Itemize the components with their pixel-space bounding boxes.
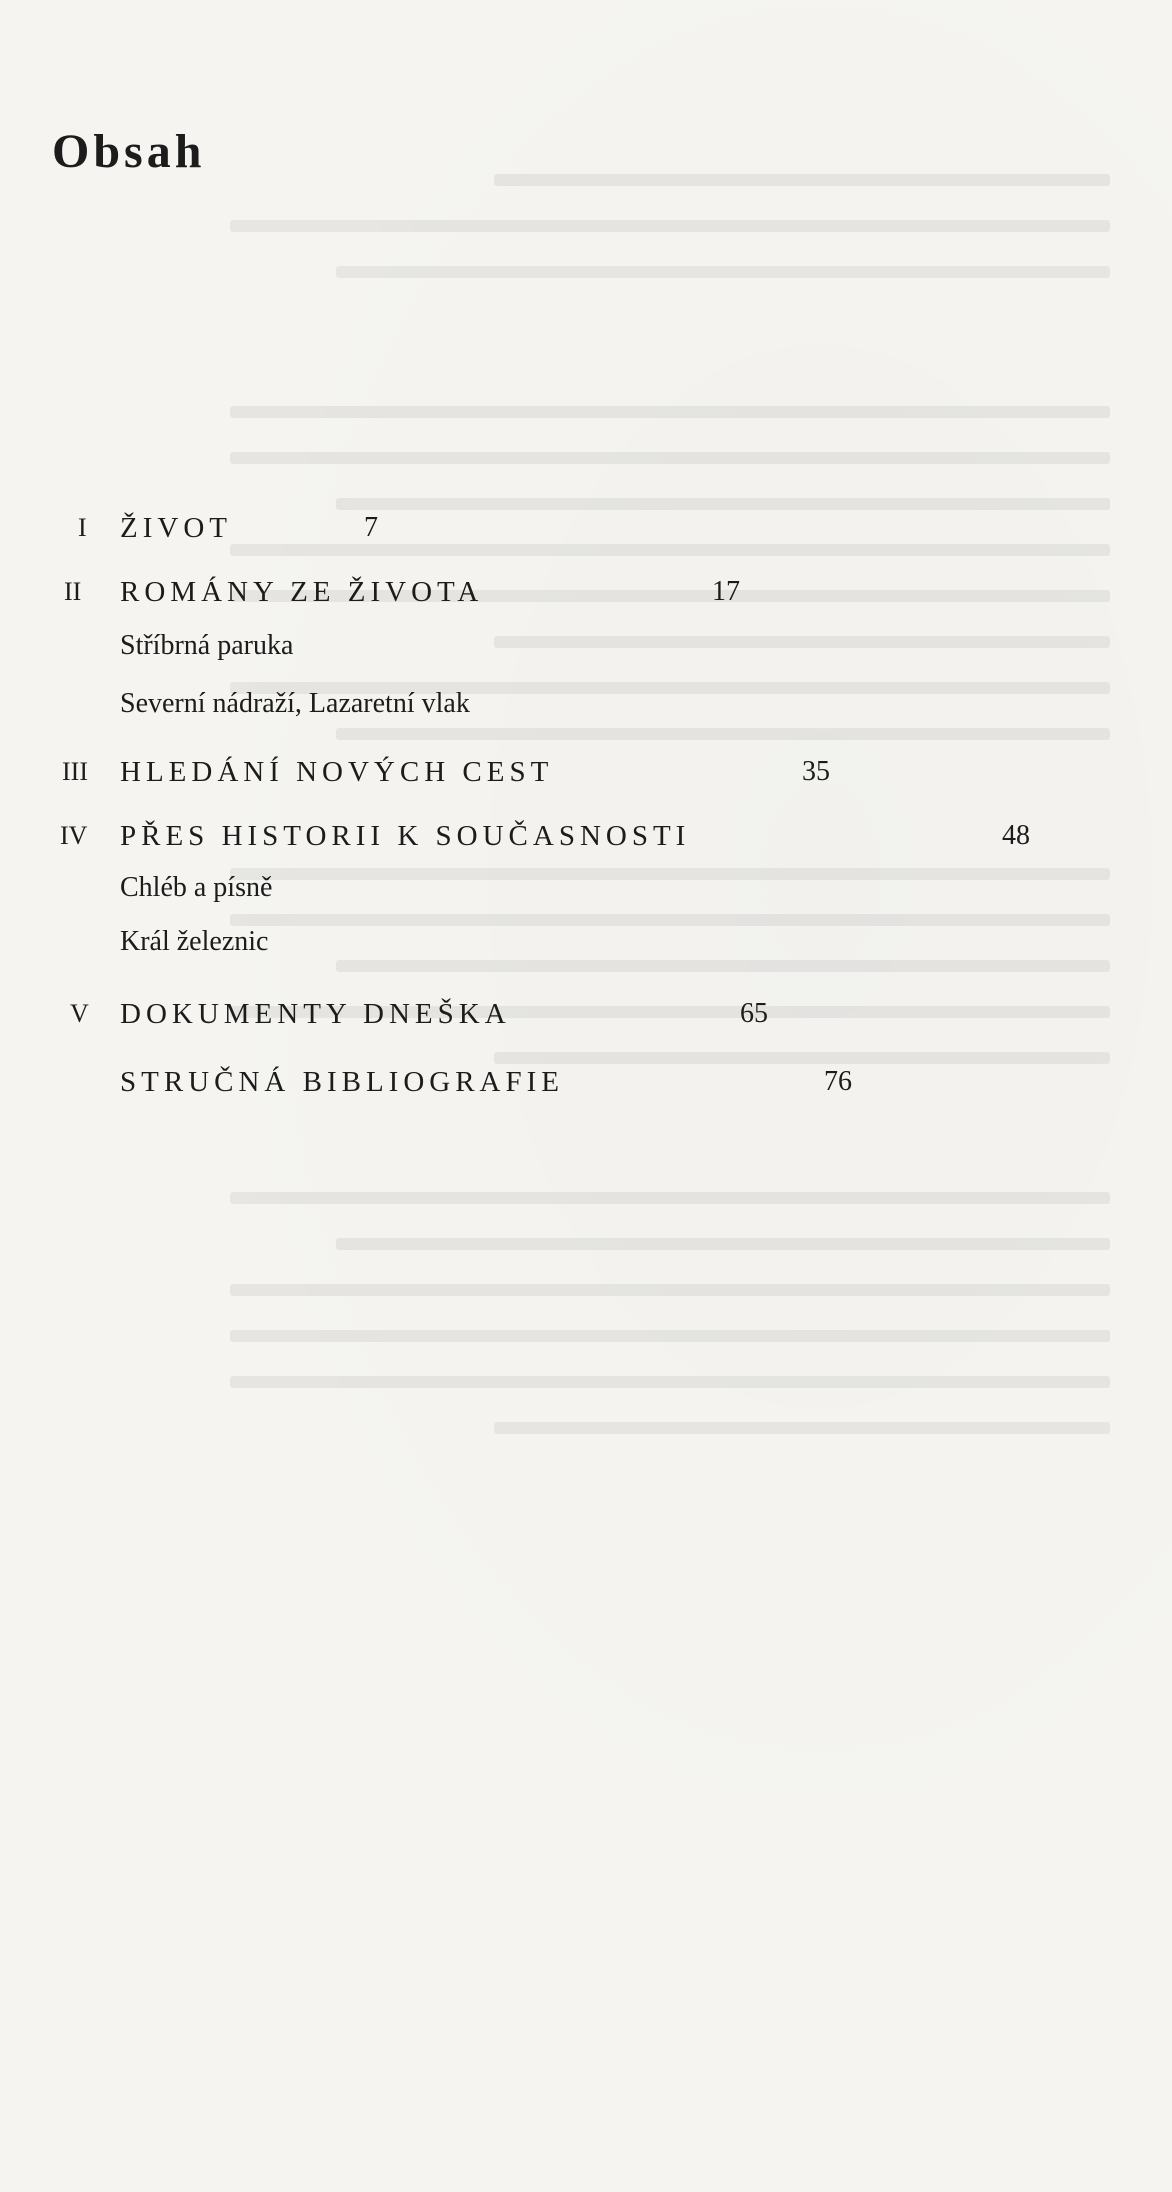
- toc-entry-romany-ze-zivota: [0, 572, 1172, 612]
- chapter-page-number: 17: [712, 576, 740, 607]
- chapter-heading: ROMÁNY ZE ŽIVOTA: [120, 576, 484, 608]
- chapter-heading: HLEDÁNÍ NOVÝCH CEST: [120, 756, 554, 788]
- chapter-page-number: 65: [740, 998, 768, 1029]
- subsection-chleb-a-pisne: Chléb a písně: [120, 872, 273, 903]
- chapter-numeral: II: [64, 577, 82, 606]
- toc-entry-dokumenty-dneska: [0, 994, 1172, 1034]
- subsection-severni-nadrazi: Severní nádraží, Lazaretní vlak: [120, 688, 470, 719]
- toc-entry-pres-historii: [0, 816, 1172, 856]
- subsection-kral-zeleznic: Král železnic: [120, 926, 269, 957]
- chapter-page-number: 35: [802, 756, 830, 787]
- subsection-stribrna-paruka: Stříbrná paruka: [120, 630, 294, 661]
- chapter-heading: DOKUMENTY DNEŠKA: [120, 998, 511, 1030]
- chapter-numeral: IV: [60, 821, 88, 850]
- chapter-numeral: I: [78, 513, 87, 542]
- chapter-numeral: III: [62, 757, 88, 786]
- chapter-numeral: V: [70, 999, 89, 1028]
- page-title: Obsah: [52, 125, 206, 178]
- chapter-page-number: 76: [824, 1066, 852, 1097]
- toc-entry-strucna-bibliografie: [0, 1062, 1172, 1102]
- chapter-heading: STRUČNÁ BIBLIOGRAFIE: [120, 1066, 564, 1098]
- toc-entry-zivot: [0, 508, 1172, 548]
- toc-entry-hledani-novych-cest: [0, 752, 1172, 792]
- chapter-heading: ŽIVOT: [120, 512, 232, 544]
- chapter-page-number: 7: [364, 512, 378, 543]
- chapter-page-number: 48: [1002, 820, 1030, 851]
- chapter-heading: PŘES HISTORII K SOUČASNOSTI: [120, 820, 691, 852]
